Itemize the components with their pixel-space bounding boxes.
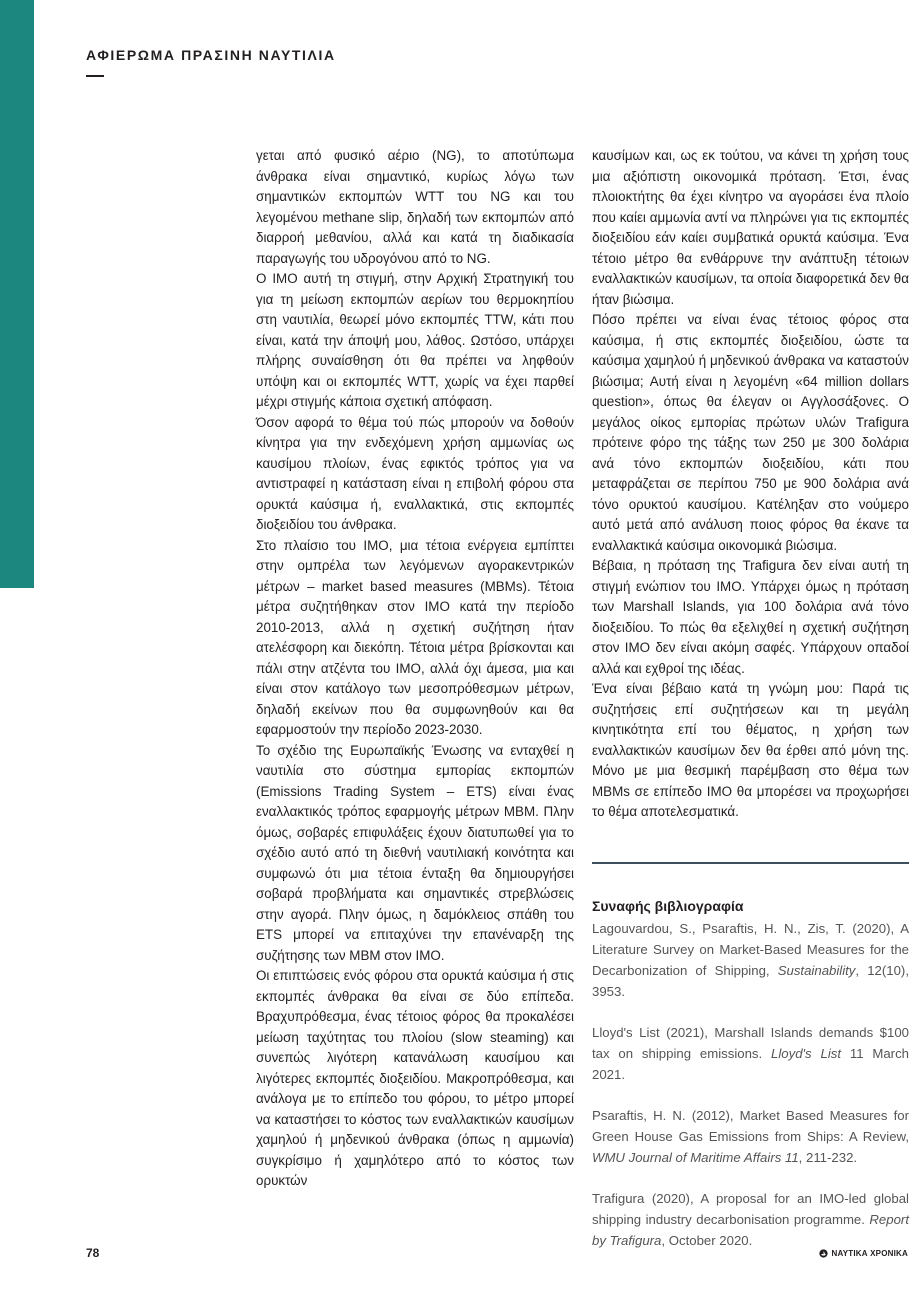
paragraph: Βέβαια, η πρόταση της Trafigura δεν είναι αυτή τη στιγμή ενώπιον του ΙΜΟ. Υπάρχει όμως η πρόταση των Marshall Islands, για 100 δολάρια ανά τόνο διοξειδίου. Το πώς θα εξελιχθεί η σχετική συζήτηση στον ΙΜΟ δεν είναι ακόμη σαφές. Υπάρχουν οπαδοί αλλά και εχθροί της ιδέας. [592, 558, 909, 676]
paragraph: Οι επιπτώσεις ενός φόρου στα ορυκτά καύσιμα ή στις εκπομπές άνθρακα θα είναι σε δύο επίπεδα. Βραχυπρόθεσμα, ένας τέτοιος φόρος θα προκαλέσει μείωση ταχύτητας του πλοίου (slow steaming) και συνεπώς λιγότερη κατανάλωση καυσίμου και λιγότερες εκπομπές διοξειδίου. Μακροπρόθεσμα, και ανάλογα με το επίπεδο του φόρου, το μέτρο μπορεί να καταστήσει το κόστος των εναλλακτικών καυσίμων χαμηλού ή μηδενικού άνθρακα (όπως η αμμωνία) συγκρίσιμο ή χαμηλότερο από το κόστος των ορυκτών [256, 968, 574, 1188]
section-title: ΑΦΙΕΡΩΜΑ ΠΡΑΣΙΝΗ ΝΑΥΤΙΛΙΑ [86, 47, 336, 63]
reference-item: Lloyd's List (2021), Marshall Islands demands $100 tax on shipping emissions. Lloyd's List 11 March 2021. [592, 1025, 910, 1082]
publication-name: ΝΑΥΤΙΚΑ ΧΡΟΝΙΚΑ [831, 1249, 908, 1258]
article-column-right [592, 146, 909, 823]
paragraph: Το σχέδιο της Ευρωπαϊκής Ένωσης να ενταχθεί η ναυτιλία στο σύστημα εμπορίας εκπομπών (Emissions Trading System – ETS) είναι ένας εναλλακτικός τρόπος εφαρμογής μέτρων ΜΒΜ. Πλην όμως, σοβαρές επιφυλάξεις έχουν διατυπωθεί για το σχέδιο αυτό από τη διεθνή ναυτιλιακή κοινότητα και συμφωνώ ότι μια τέτοια ένταξη θα δημιουργήσει σοβαρά προβλήματα και σημαντικές στρεβλώσεις στην αγορά. Πλην όμως, η δαμόκλειος σπάθη του ETS μπορεί να επιταχύνει την επανέναρξη της συζήτησης των ΜΒΜ στον ΙΜΟ. [256, 742, 574, 963]
title-underline [86, 75, 104, 77]
paragraph: Όσον αφορά το θέμα τού πώς μπορούν να δοθούν κίνητρα για την ενδεχόμενη χρήση αμμωνίας ως καυσίμου πλοίων, ένας εφικτός τρόπος για να αντιστραφεί η κατάσταση είναι η επιβολή φόρου στα ορυκτά καύσιμα ή, εναλλακτικά, στις εκπομπές διοξειδίου του άνθρακα. [256, 414, 574, 532]
paragraph: Ο ΙΜΟ αυτή τη στιγμή, στην Αρχική Στρατηγική του για τη μείωση εκπομπών αερίων του θερμοκηπίου στη ναυτιλία, θεωρεί μόνο εκπομπές TTW, κάτι που είναι, κατά την άποψή μου, λάθος. Ωστόσο, υπάρχει πλήρης συναίσθηση ότι θα πρέπει να ληφθούν υπόψη και οι εκπομπές WTT, χωρίς να έχει παρθεί μέχρι στιγμής κάποια σχετική απόφαση. [256, 271, 574, 409]
paragraph: γεται από φυσικό αέριο (NG), το αποτύπωμα άνθρακα είναι σημαντικό, κυρίως λόγω των σημαντικών εκπομπών WTT του NG και του λεγομένου methane slip, δηλαδή των εκπομπών από διαρροή μεθανίου, αλλά και κατά τη διαδικασία παραγωγής του υδρογόνου από το NG. [256, 148, 574, 266]
reference-item: Psaraftis, H. N. (2012), Market Based Measures for Green House Gas Emissions from Ships: A Review, WMU Journal of Maritime Affairs 11, 211-232. [592, 1108, 909, 1165]
references-heading: Συναφής βιβλιογραφία [592, 898, 744, 914]
article-column-left [256, 146, 574, 1192]
references-divider [592, 862, 909, 864]
accent-side-bar [0, 0, 34, 588]
ship-wheel-icon [819, 1249, 828, 1258]
publication-brand [819, 1249, 909, 1258]
paragraph: καυσίμων και, ως εκ τούτου, να κάνει τη χρήση τους μια αξιόπιστη οικονομικά πρόταση. Έτσι, ένας πλοιοκτήτης θα έχει κίνητρο να αγοράσει ένα πλοίο που καίει αμμωνία αντί να πληρώνει για τις εκπομπές διοξειδίου εάν καίει συμβατικά ορυκτά καύσιμα. Ένα τέτοιο μέτρο θα ενθάρρυνε την ανάπτυξη τέτοιων εναλλακτικών καυσίμων, τα οποία διαφορετικά δεν θα ήταν βιώσιμα. [592, 148, 909, 307]
references-section [592, 896, 909, 1271]
page-number: 78 [86, 1246, 100, 1260]
paragraph: Πόσο πρέπει να είναι ένας τέτοιος φόρος στα καύσιμα, ή στις εκπομπές διοξειδίου, ώστε τα καύσιμα χαμηλού ή μηδενικού άνθρακα να καταστούν βιώσιμα; Αυτή είναι η λεγομένη «64 million dollars question», όπως θα έλεγαν οι Αγγλοσάξονες. Ο μεγάλος οίκος εμπορίας πρώτων υλών Trafigura πρότεινε φόρο της τάξης των 250 με 300 δολάρια ανά τόνο εκπομπών διοξειδίου, κάτι που μεταφράζεται σε περίπου 750 με 900 δολάρια ανά τόνο ορυκτού καυσίμου. Κατέληξαν στο νούμερο αυτό μετά από ανάλυση ποιος φόρος θα έκανε τα εναλλακτικά καύσιμα οικονομικά βιώσιμα. [592, 312, 909, 553]
paragraph: Ένα είναι βέβαιο κατά τη γνώμη μου: Παρά τις συζητήσεις επί συζητήσεων και τη μεγάλη κινητικότητα επί του θέματος, η χρήση των εναλλακτικών καυσίμων δεν θα έρθει από μόνη της. Μόνο με μια θεσμική παρέμβαση στο θέμα των MBMs σε επίπεδο ΙΜΟ θα μπορέσει να προχωρήσει το θέμα αποτελεσματικά. [592, 681, 909, 819]
reference-item: Trafigura (2020), A proposal for an IMO-led global shipping industry decarbonisation programme. Report by Trafigura, October 2020. [592, 1191, 909, 1248]
reference-item: Lagouvardou, S., Psaraftis, H. N., Zis, T. (2020), A Literature Survey on Market-Based Measures for the Decarbonization of Shipping, Sustainability, 12(10), 3953. [592, 921, 909, 999]
paragraph: Στο πλαίσιο του ΙΜΟ, μια τέτοια ενέργεια εμπίπτει στην ομπρέλα των λεγόμενων αγορακεντρικών μέτρων – market based measures (MBMs). Τέτοια μέτρα συζητήθηκαν στον ΙΜΟ κατά την περίοδο 2010-2013, αλλά η σχετική συζήτηση ήταν ατελέσφορη και διεκόπη. Τέτοια μέτρα βρίσκονται και πάλι στην ατζέντα του ΙΜΟ, αλλά όχι άμεσα, μια και είναι στον κατάλογο των μεσοπρόθεσμων μέτρων, δηλαδή εκείνων που θα συμφωνηθούν και θα εφαρμοστούν την περίοδο 2023-2030. [256, 537, 574, 737]
